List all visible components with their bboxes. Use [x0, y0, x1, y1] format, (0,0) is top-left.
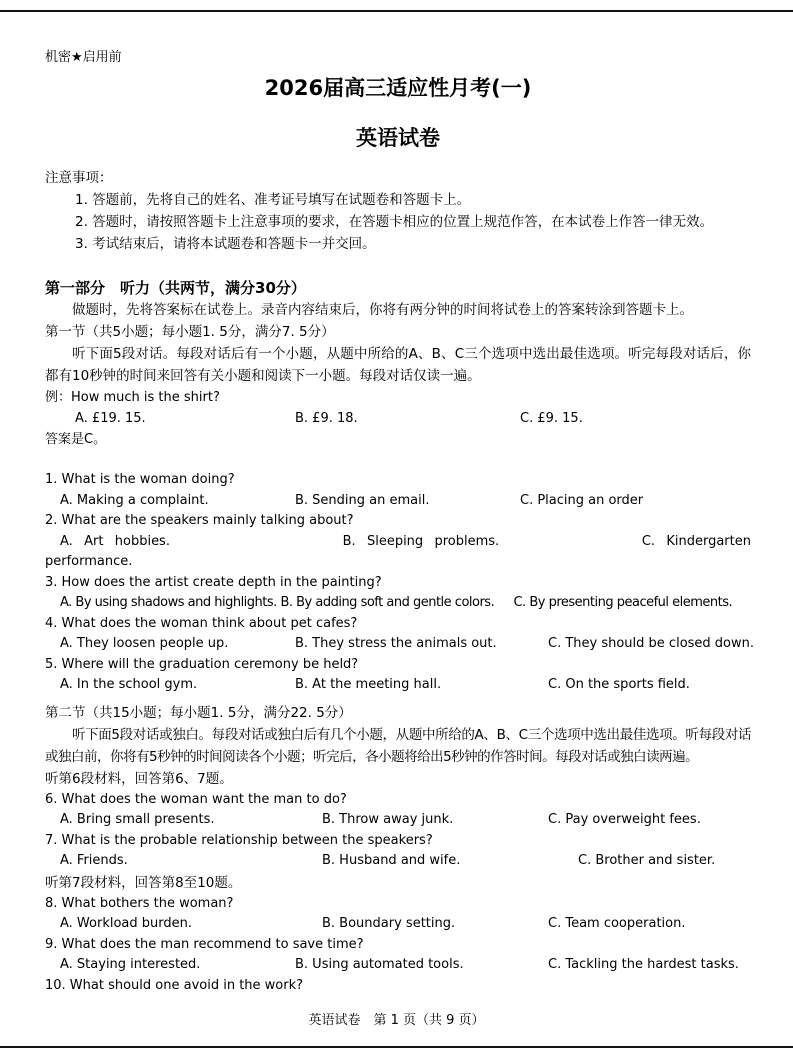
tab-spacer: [181, 544, 331, 545]
example-option-b: B. £9. 18.: [295, 411, 358, 426]
question-options: [45, 810, 751, 831]
notice-item-1: 1. 答题前，先将自己的姓名、准考证号填写在试题卷和答题卡上。: [75, 192, 471, 208]
part1-heading: 第一部分 听力（共两节，满分30分）: [45, 279, 306, 297]
question-3: [45, 573, 751, 614]
section2-heading: 第二节（共15小题；每小题1. 5分，满分22. 5分）: [45, 704, 352, 721]
option-c: C. Placing an order: [520, 492, 644, 508]
question-7: [45, 831, 751, 872]
question-stem: 6. What does the woman want the man to do?: [45, 791, 347, 807]
question-stem: 4. What does the woman think about pet cafes?: [45, 615, 358, 631]
option-a: A. They loosen people up.: [60, 636, 229, 651]
question-stem: 2. What are the speakers mainly talking about?: [45, 513, 354, 528]
example-stem: 例：How much is the shirt?: [45, 390, 220, 405]
option-b: B. Sleeping problems.: [342, 533, 500, 549]
question-9: [45, 935, 751, 976]
page-content: [45, 0, 755, 996]
tab-spacer: [511, 544, 631, 545]
option-c: C. Tackling the hardest tasks.: [548, 957, 739, 972]
example-answer: 答案是C。: [45, 432, 107, 447]
option-c: C. They should be closed down.: [548, 636, 755, 651]
question-options: [45, 851, 751, 872]
classification-label: 机密★启用前: [45, 50, 122, 65]
option-c: C. Team cooperation.: [548, 916, 686, 931]
option-b: B. Using automated tools.: [295, 957, 464, 972]
option-a: A. Making a complaint.: [60, 492, 209, 508]
notice-heading: 注意事项：: [45, 170, 113, 186]
option-c: C. Kindergarten performance.: [45, 533, 751, 569]
question-10: [45, 976, 751, 997]
option-a: A. Bring small presents.: [60, 812, 215, 827]
question-options: [45, 675, 751, 696]
section2-intro: 听下面5段对话或独白。每段对话或独白后有几个小题，从题中所给的A、B、C三个选项中选出最佳选项。听每段对话或独白前，你将有5秒钟的时间阅读各个小题；听完后，各小题将给出5秒钟的作答时间。每段对话或独白读两遍。: [45, 726, 751, 765]
paper-title: 2026届高三适应性月考(一): [264, 76, 532, 100]
section1-intro: 听下面5段对话。每段对话后有一个小题，从题中所给的A、B、C三个选项中选出最佳选项。听完每段对话后，你都有10秒钟的时间来回答有关小题和阅读下一小题。每段对话仅读一遍。: [45, 346, 751, 384]
question-options: [45, 532, 751, 573]
question-options: [45, 593, 751, 614]
option-a: A. Staying interested.: [60, 957, 201, 972]
question-stem: 3. How does the artist create depth in the painting?: [45, 574, 382, 590]
question-stem: 9. What does the man recommend to save time?: [45, 936, 364, 952]
material-header-6: 听第6段材料，回答第6、7题。: [45, 770, 233, 787]
question-8: [45, 894, 751, 935]
bottom-border-rule: [0, 1046, 793, 1048]
question-options: [45, 634, 755, 655]
question-options: [45, 914, 751, 935]
question-options: [45, 955, 751, 976]
question-stem: 10. What should one avoid in the work?: [45, 977, 304, 993]
question-6: [45, 790, 751, 831]
option-b: B. They stress the animals out.: [295, 636, 497, 651]
notice-item-3: 3. 考试结束后，请将本试题卷和答题卡一并交回。: [75, 236, 376, 252]
option-c: C. On the sports field.: [548, 677, 690, 692]
material-header-7: 听第7段材料，回答第8至10题。: [45, 874, 242, 891]
section1-heading: 第一节（共5小题；每小题1. 5分，满分7. 5分）: [45, 324, 335, 340]
question-4: [45, 614, 755, 655]
example-block: [45, 387, 751, 450]
paper-subtitle: 英语试卷: [356, 126, 440, 150]
tab-spacer: [498, 605, 510, 606]
option-b: B. Sending an email.: [295, 492, 430, 508]
option-a: A. By using shadows and highlights.: [60, 595, 277, 610]
option-b: B. By adding soft and gentle colors.: [280, 595, 495, 610]
question-stem: 5. Where will the graduation ceremony be held?: [45, 656, 359, 672]
page-footer: 英语试卷 第 1 页（共 9 页）: [308, 1013, 485, 1028]
notice-item-2: 2. 答题时，请按照答题卡上注意事项的要求，在答题卡相应的位置上规范作答，在本试卷上作答一律无效。: [75, 214, 714, 230]
option-a: A. Friends.: [60, 853, 128, 868]
option-b: B. Boundary setting.: [322, 916, 456, 931]
option-c: C. By presenting peaceful elements.: [513, 595, 733, 610]
example-options: [45, 408, 751, 429]
question-2: [45, 511, 751, 573]
option-c: C. Pay overweight fees.: [548, 812, 701, 827]
option-c: C. Brother and sister.: [578, 853, 716, 868]
option-b: B. Husband and wife.: [322, 853, 461, 868]
question-1: [45, 470, 751, 511]
question-stem: 7. What is the probable relationship between the speakers?: [45, 832, 433, 848]
question-stem: 8. What bothers the woman?: [45, 895, 234, 911]
question-options: [45, 491, 751, 512]
option-a: A. Art hobbies.: [60, 533, 170, 549]
question-stem: 1. What is the woman doing?: [45, 472, 235, 487]
option-a: A. Workload burden.: [60, 916, 192, 931]
option-a: A. In the school gym.: [60, 677, 198, 692]
option-b: B. At the meeting hall.: [295, 677, 442, 692]
part1-intro: 做题时，先将答案标在试卷上。录音内容结束后，你将有两分钟的时间将试卷上的答案转涂到答题卡上。: [72, 302, 693, 318]
example-option-a: A. £19. 15.: [75, 411, 146, 426]
question-5: [45, 655, 751, 696]
example-option-c: C. £9. 15.: [520, 411, 583, 426]
option-b: B. Throw away junk.: [322, 812, 454, 827]
